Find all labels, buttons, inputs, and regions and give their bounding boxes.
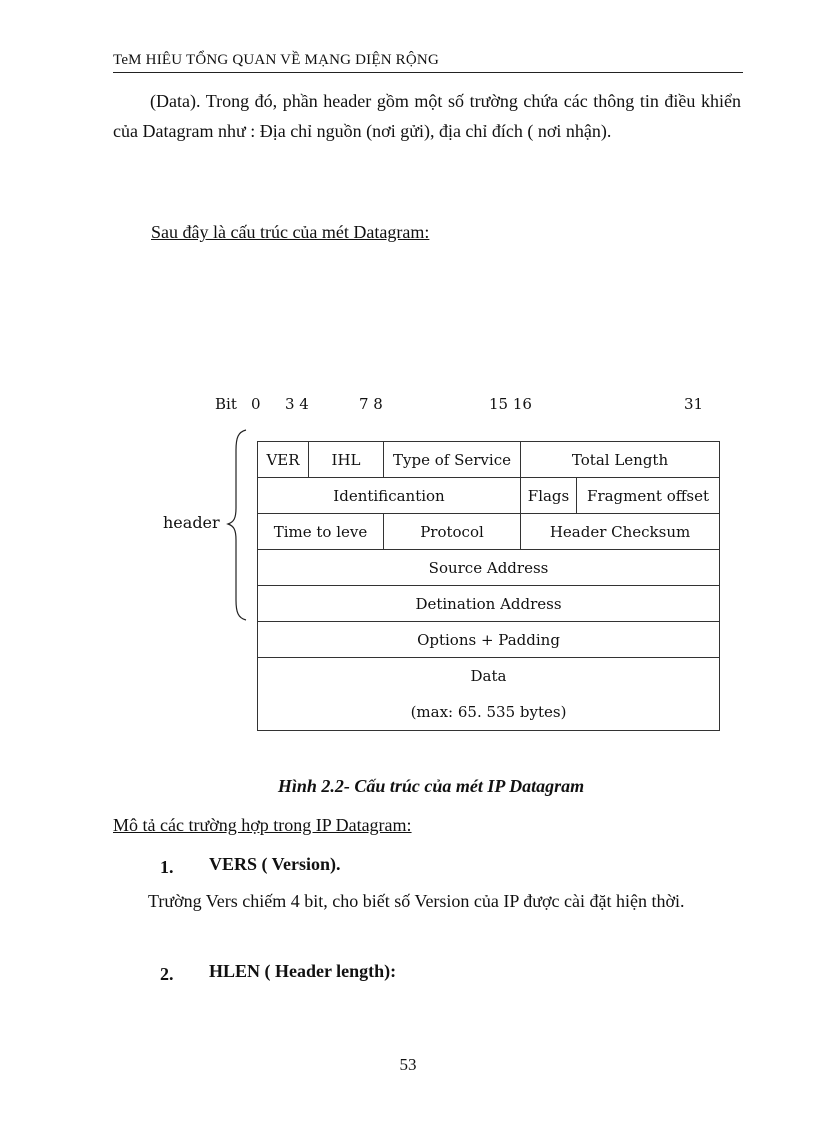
bit-mark-31: 31 [684,395,704,413]
cell-fragment-offset: Fragment offset [577,478,720,514]
cell-total-length: Total Length [521,442,720,478]
page-header: TeM HIÊU TỔNG QUAN VỀ MẠNG DIỆN RỘNG [113,52,743,73]
intro-paragraph: (Data). Trong đó, phần header gồm một số trường chứa các thông tin điều khiển của Datagram như : Địa chỉ nguồn (nơi gửi), địa chỉ đích ( nơi nhận). [113,91,741,141]
bit-mark-3-4: 3 4 [285,395,309,413]
item-title: HLEN ( Header length): [209,961,397,981]
header-label: header [163,513,220,532]
cell-source-address: Source Address [258,550,720,586]
bit-mark-7-8: 7 8 [359,395,383,413]
vers-paragraph: Trường Vers chiếm 4 bit, cho biết số Version của IP được cài đặt hiện thời. [148,891,685,911]
cell-destination-address: Detination Address [258,586,720,622]
bit-label: Bit [215,395,237,413]
data-note: (max: 65. 535 bytes) [410,703,567,721]
datagram-table [257,441,720,731]
item-number: 1. [160,857,174,877]
data-title: Data [470,667,507,685]
bit-mark-0: 0 [251,395,261,413]
structure-heading: Sau đây là cấu trúc của mét Datagram: [151,222,430,242]
table-row [258,514,720,550]
cell-ver: VER [258,442,309,478]
table-row [258,550,720,586]
cell-data [258,658,720,731]
table-row [258,478,720,514]
cell-protocol: Protocol [384,514,521,550]
cell-ihl: IHL [309,442,384,478]
curly-brace-icon [226,428,250,622]
table-row [258,658,720,731]
table-row [258,622,720,658]
table-row [258,442,720,478]
cell-identification: Identificantion [258,478,521,514]
cell-header-checksum: Header Checksum [521,514,720,550]
bit-mark-15-16: 15 16 [489,395,532,413]
figure-caption: Hình 2.2- Cấu trúc của mét IP Datagram [277,776,585,796]
cell-options-padding: Options + Padding [258,622,720,658]
description-heading: Mô tả các trường hợp trong IP Datagram: [113,815,412,835]
cell-flags: Flags [521,478,577,514]
table-row [258,586,720,622]
page-number: 53 [399,1055,417,1074]
cell-type-of-service: Type of Service [384,442,521,478]
cell-time-to-live: Time to leve [258,514,384,550]
item-number: 2. [160,964,174,984]
item-title: VERS ( Version). [209,854,341,874]
